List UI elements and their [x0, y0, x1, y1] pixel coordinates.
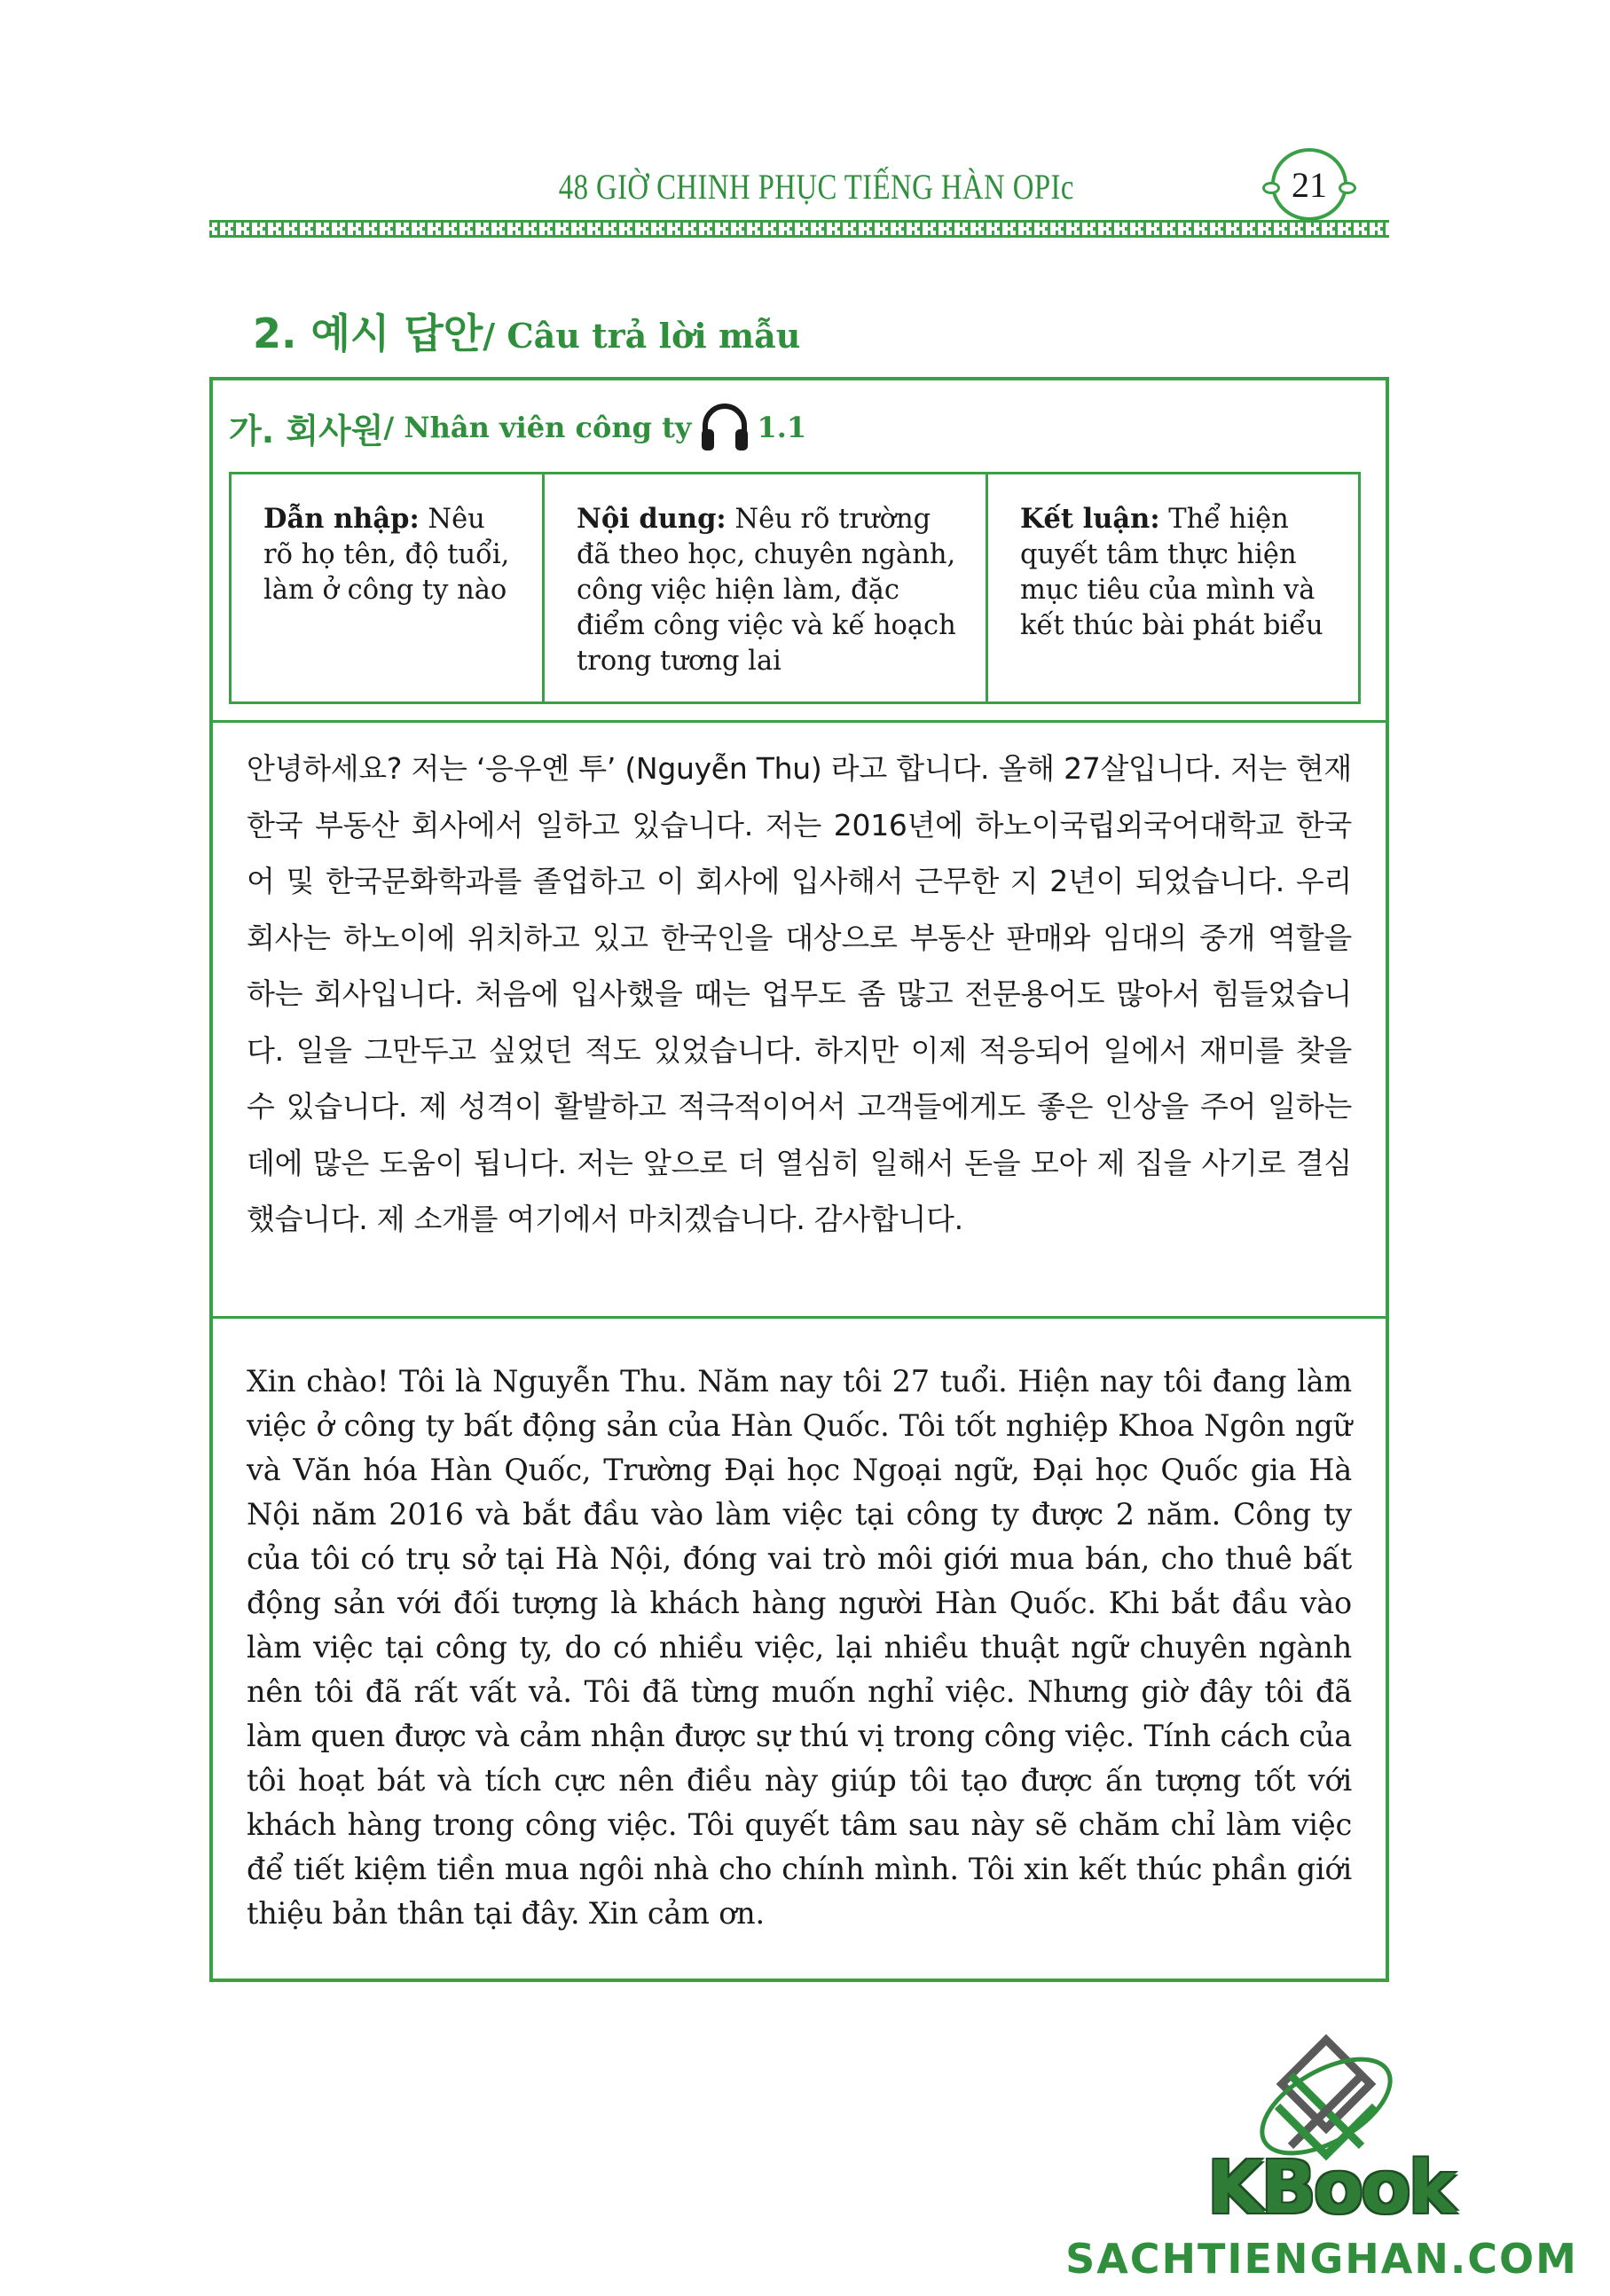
body-cell	[542, 474, 986, 701]
audio-track-number: 1.1	[757, 411, 807, 444]
body-text: Nêu rõ trường đã theo học, chuyên ngành, công việc hiện làm, đặc điểm công việc và kế hoạch trong tương lai	[577, 504, 956, 677]
meander-border	[209, 220, 1389, 238]
divider-top	[209, 720, 1389, 723]
conclusion-cell	[986, 474, 1358, 701]
intro-text: Nêu rõ họ tên, độ tuổi, làm ở công ty nào	[263, 504, 510, 606]
running-header	[497, 155, 1135, 217]
body-label: Nội dung:	[577, 503, 726, 535]
section-title	[253, 302, 800, 364]
logo-url: SACHTIENGHAN.COM	[1065, 2235, 1578, 2283]
example-title	[229, 401, 806, 454]
intro-cell	[232, 474, 542, 701]
korean-answer: 안녕하세요? 저는 ‘응우옌 투’ (Nguyễn Thu) 라고 합니다. 올해 27살입니다. 저는 현재 한국 부동산 회사에서 일하고 있습니다. 저는 2016년에 하노이국립외국어대학교 한국어 및 한국문화학과를 졸업하고 이 회사에 입사해서 근무한 지 2년이 되었습니다. 우리 회사는 하노이에 위치하고 있고 한국인을 대상으로 부동산 판매와 임대의 중개 역할을 하는 회사입니다. 처음에 입사했을 때는 업무도 좀 많고 전문용어도 많아서 힘들었습니다. 일을 그만두고 싶었던 적도 있었습니다. 하지만 이제 적응되어 일에서 재미를 찾을 수 있습니다. 제 성격이 활발하고 적극적이어서 고객들에게도 좋은 인상을 주어 일하는 데에 많은 도움이 됩니다. 저는 앞으로 더 열심히 일해서 돈을 모아 제 집을 사기로 결심했습니다. 제 소개를 여기에서 마치겠습니다. 감사합니다.	[247, 751, 1352, 1236]
page-number: 21	[1271, 148, 1347, 221]
section-title-vi: / Câu trả lời mẫu	[483, 316, 801, 356]
book-title: 48 GIỜ CHINH PHỤC TIẾNG HÀN OPIc	[558, 166, 1074, 207]
divider-middle	[209, 1316, 1389, 1319]
section-title-ko: 2. 예시 답안	[253, 310, 483, 357]
intro-label: Dẫn nhập:	[263, 503, 420, 535]
headphones-icon[interactable]	[696, 399, 753, 456]
logo-name: KBook	[1206, 2146, 1455, 2230]
vietnamese-translation: Xin chào! Tôi là Nguyễn Thu. Năm nay tôi 27 tuổi. Hiện nay tôi đang làm việc ở công ty bất động sản của Hàn Quốc. Tôi tốt nghiệp Khoa Ngôn ngữ và Văn hóa Hàn Quốc, Trường Đại học Ngoại ngữ, Đại học Quốc gia Hà Nội năm 2016 và bắt đầu vào làm việc tại công ty được 2 năm. Công ty của tôi có trụ sở tại Hà Nội, đóng vai trò môi giới mua bán, cho thuê bất động sản với đối tượng là khách hàng người Hàn Quốc. Khi bắt đầu vào làm việc tại công ty, do có nhiều việc, lại nhiều thuật ngữ chuyên ngành nên tôi đã rất vất vả. Tôi đã từng muốn nghỉ việc. Nhưng giờ đây tôi đã làm quen được và cảm nhận được sự thú vị trong công việc. Tính cách của tôi hoạt bát và tích cực nên điều này giúp tôi tạo được ấn tượng tốt với khách hàng trong công việc. Tôi quyết tâm sau này sẽ chăm chỉ làm việc để tiết kiệm tiền mua ngôi nhà cho chính mình. Tôi xin kết thúc phần giới thiệu bản thân tại đây. Xin cảm ơn.	[247, 1364, 1352, 1931]
conclusion-text: Thể hiện quyết tâm thực hiện mục tiêu của mình và kết thúc bài phát biểu	[1020, 504, 1323, 641]
conclusion-label: Kết luận:	[1020, 503, 1160, 535]
example-title-vi: / Nhân viên công ty	[383, 411, 692, 444]
answer-structure-table	[229, 472, 1361, 704]
example-title-ko: 가. 회사원	[229, 411, 384, 451]
